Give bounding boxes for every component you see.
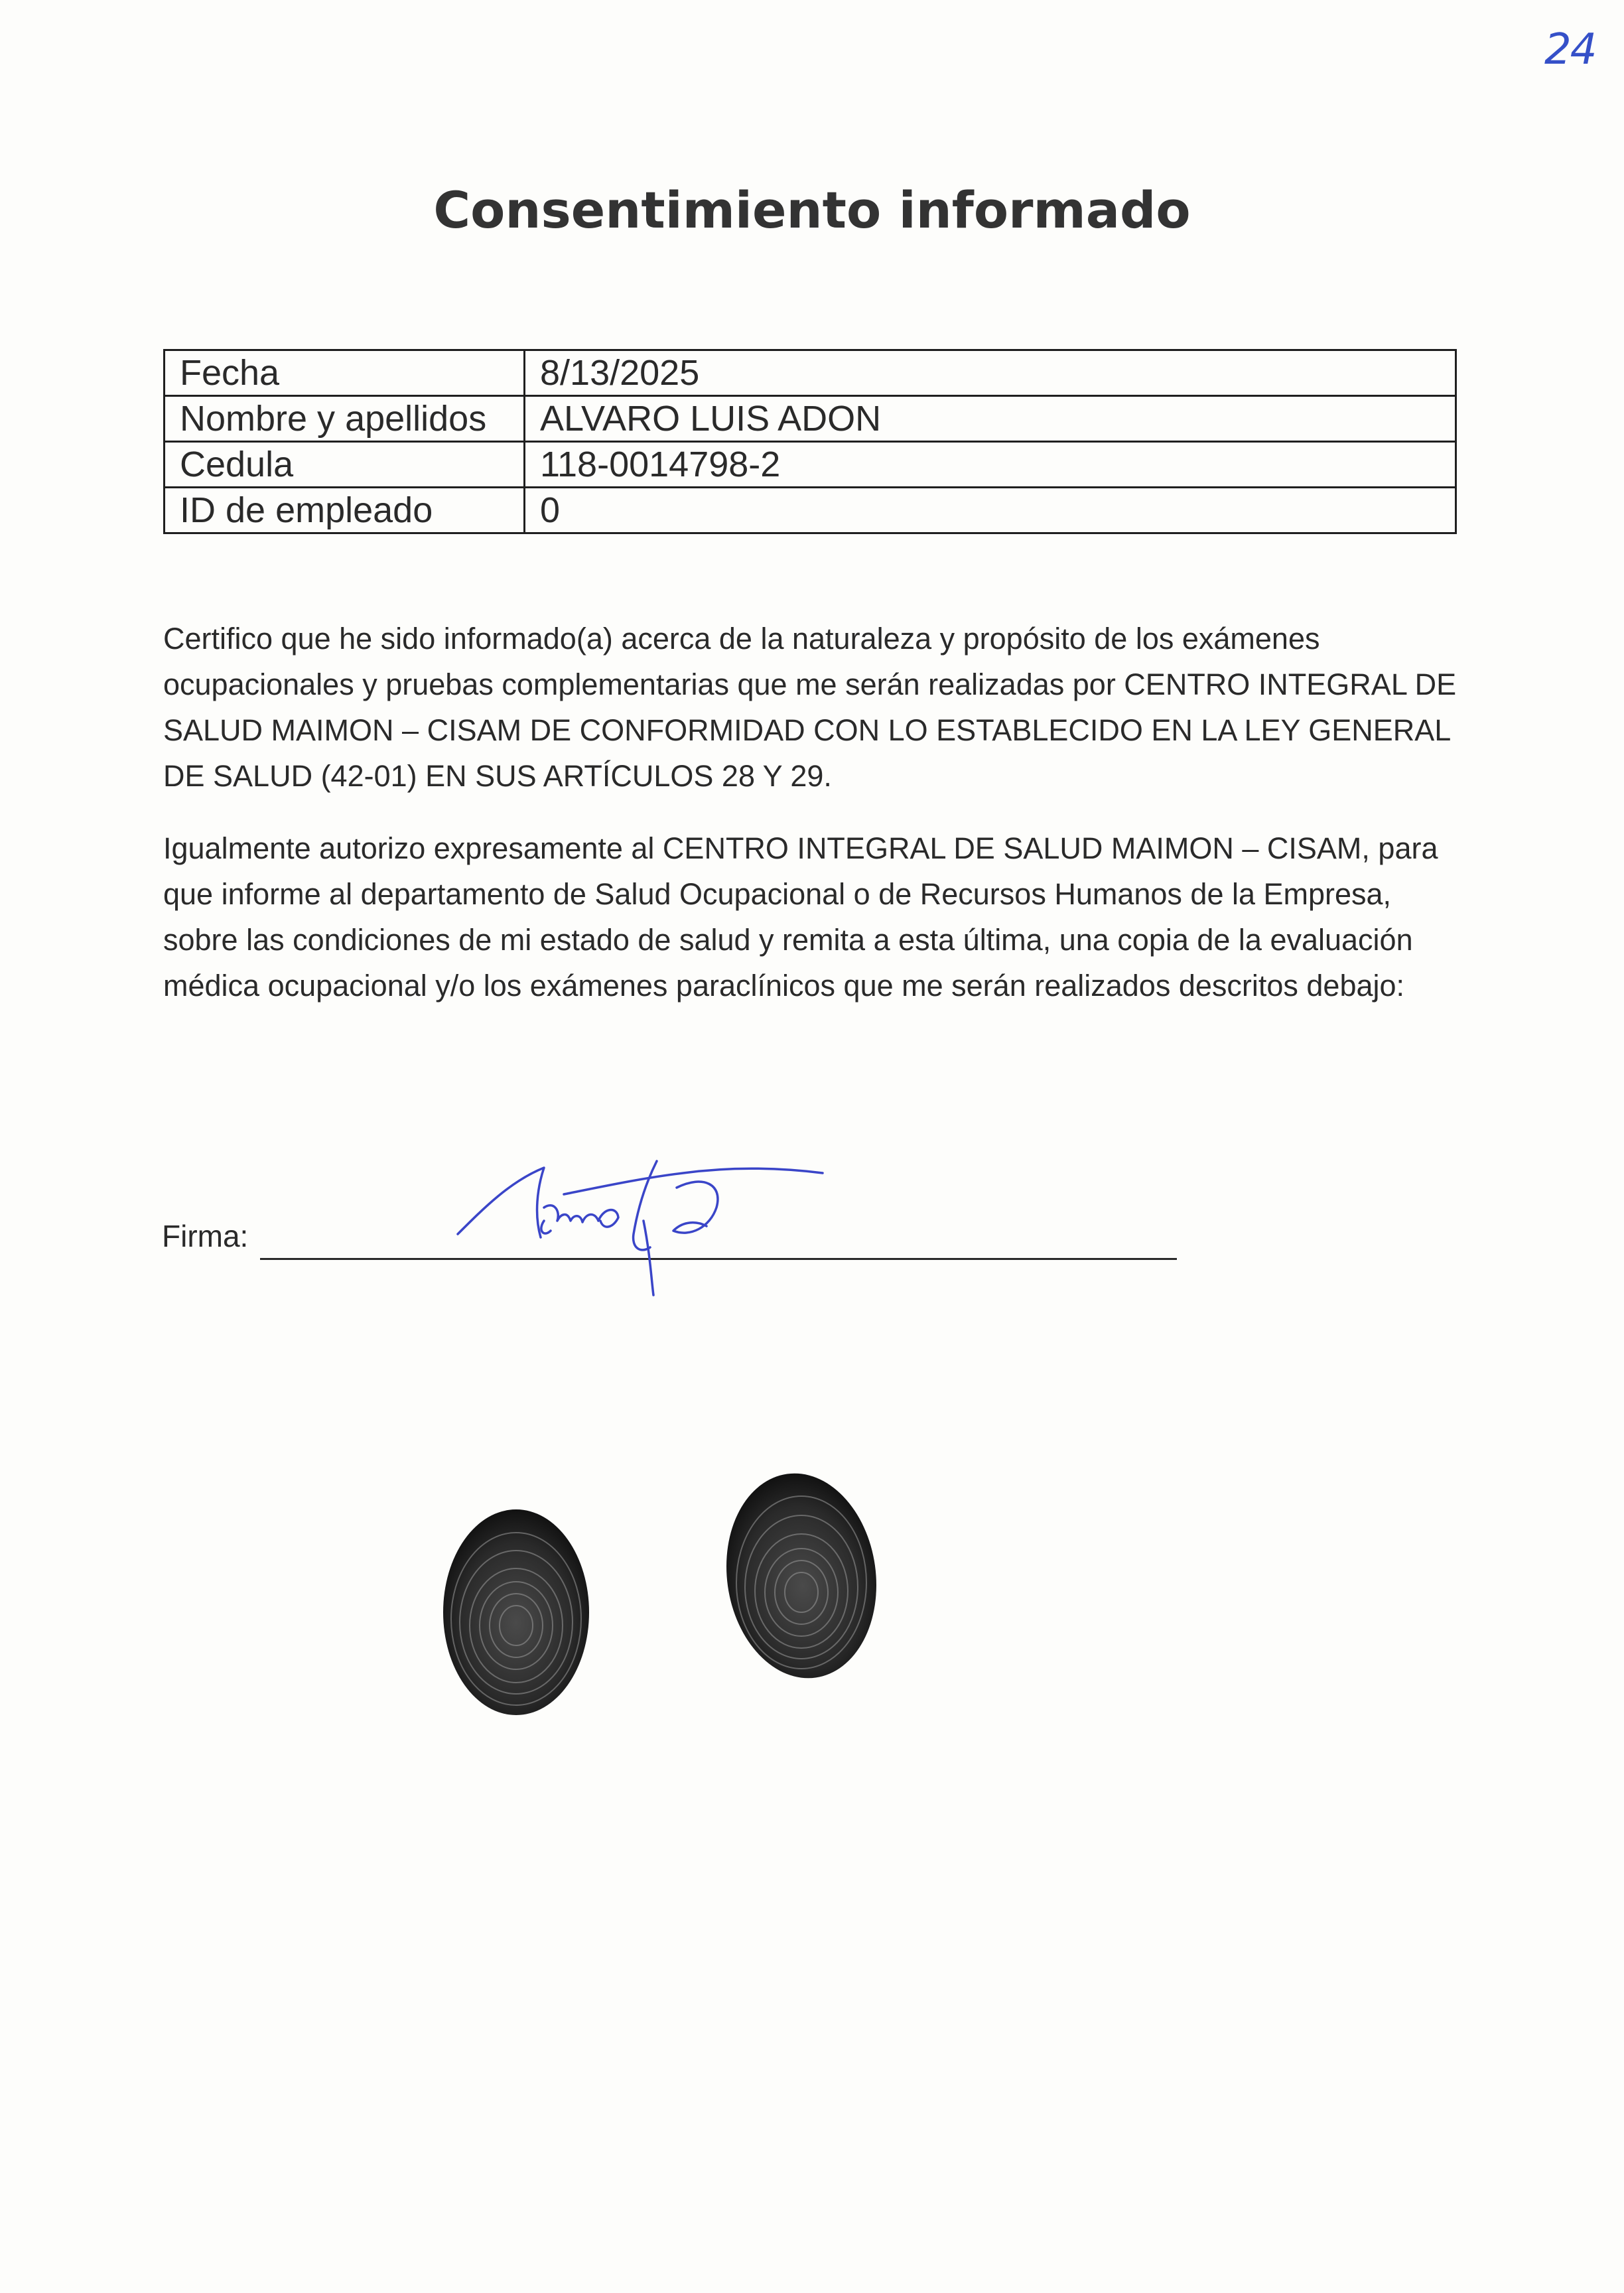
handwritten-signature [444,1121,843,1300]
table-label: ID de empleado [165,488,525,533]
fingerprint-right-icon [716,1466,889,1692]
table-label: Cedula [165,442,525,488]
table-row-nombre [165,396,1456,442]
fingerprint-left-icon [431,1499,604,1725]
table-row-id-empleado [165,488,1456,533]
page-number: 24 [1544,25,1596,74]
signature-label: Firma: [162,1219,249,1253]
consent-paragraph-1: Certifico que he sido informado(a) acerca de la naturaleza y propósito de los exámenes ocupacionales y pruebas complementarias que me serán realizadas por CENTRO INTEGRAL DE SALUD MAIMON – CISAM DE CONFORMIDAD CON LO ESTABLECIDO EN LA LEY GENERAL DE SALUD (42-01) EN SUS ARTÍCULOS 28 Y 29. [163,622,1457,793]
consent-paragraph-2: Igualmente autorizo expresamente al CENTRO INTEGRAL DE SALUD MAIMON – CISAM, para que informe al departamento de Salud Ocupacional o de Recursos Humanos de la Empresa, sobre las condiciones de mi estado de salud y remita a esta última, una copia de la evaluación médica ocupacional y/o los exámenes paraclínicos que me serán realizados descritos debajo: [163,831,1438,1003]
table-row-fecha [165,350,1456,396]
table-label: Nombre y apellidos [165,396,525,442]
table-value: 8/13/2025 [525,350,1456,396]
table-value: 0 [525,488,1456,533]
page-title: Consentimiento informado [433,180,1191,240]
table-row-cedula [165,442,1456,488]
table-value: 118-0014798-2 [525,442,1456,488]
info-table [163,349,1457,534]
table-value: ALVARO LUIS ADON [525,396,1456,442]
table-label: Fecha [165,350,525,396]
